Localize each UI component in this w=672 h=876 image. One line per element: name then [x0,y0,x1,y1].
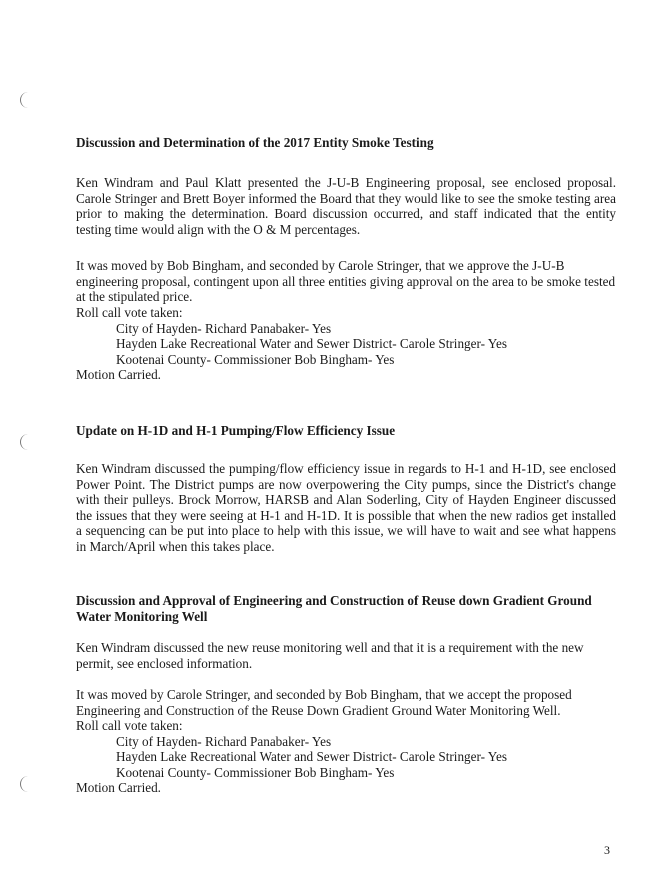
page-number: 3 [604,843,610,857]
section-body: Ken Windram and Paul Klatt presented the J-U-B Engineering proposal, see enclosed proposal. Carole Stringer and Brett Boyer informed the Board that they would like to see the smoke testing area prior to making the determination. Board discussion occurred, and staff indicated that the entity testing time would align with the O & M percentages. [76,175,616,237]
motion-result: Motion Carried. [76,367,161,383]
section-body: Ken Windram discussed the pumping/flow efficiency issue in regards to H-1 and H-1D, see enclosed Power Point. The District pumps are now overpowering the City pumps, since the District's change with their pulleys. Brock Morrow, HARSB and Alan Soderling, City of Hayden Engineer discussed the issues that they were seeing at H-1 and H-1D. It is possible that when the new radios get installed a sequencing can be put into place to help with this issue, we will have to wait and see what happens in March/April when this takes place. [76,461,616,554]
vote-line: City of Hayden- Richard Panabaker- Yes [116,733,332,749]
roll-call-label: Roll call vote taken: [76,718,183,733]
roll-call [76,305,616,383]
vote-line: Kootenai County- Commissioner Bob Bingham- Yes [116,351,395,367]
section-heading: Discussion and Approval of Engineering and Construction of Reuse down Gradient Ground Water Monitoring Well [76,593,592,624]
vote-line: Hayden Lake Recreational Water and Sewer District- Carole Stringer- Yes [116,336,507,352]
roll-call-label: Roll call vote taken: [76,305,183,320]
vote-line: City of Hayden- Richard Panabaker- Yes [116,320,332,336]
margin-mark [20,434,29,450]
margin-mark [20,92,29,108]
vote-line: Kootenai County- Commissioner Bob Bingham- Yes [116,764,395,780]
vote-line: Hayden Lake Recreational Water and Sewer District- Carole Stringer- Yes [116,749,507,765]
motion-result: Motion Carried. [76,780,161,796]
section-heading: Update on H-1D and H-1 Pumping/Flow Efficiency Issue [76,423,396,438]
section-body: Ken Windram discussed the new reuse monitoring well and that it is a requirement with the new permit, see enclosed information. [76,640,584,671]
motion-text: It was moved by Bob Bingham, and seconded by Carole Stringer, that we approve the J-U-B engineering proposal, contingent upon all three entities giving approval on the area to be smoke tested at the stipulated price. [76,258,616,305]
section-heading: Discussion and Determination of the 2017 Entity Smoke Testing [76,135,434,150]
margin-mark [20,776,29,792]
motion-text: It was moved by Carole Stringer, and seconded by Bob Bingham, that we accept the proposed Engineering and Construction of the Reuse Down Gradient Ground Water Monitoring Well. [76,687,572,718]
roll-call [76,718,616,796]
